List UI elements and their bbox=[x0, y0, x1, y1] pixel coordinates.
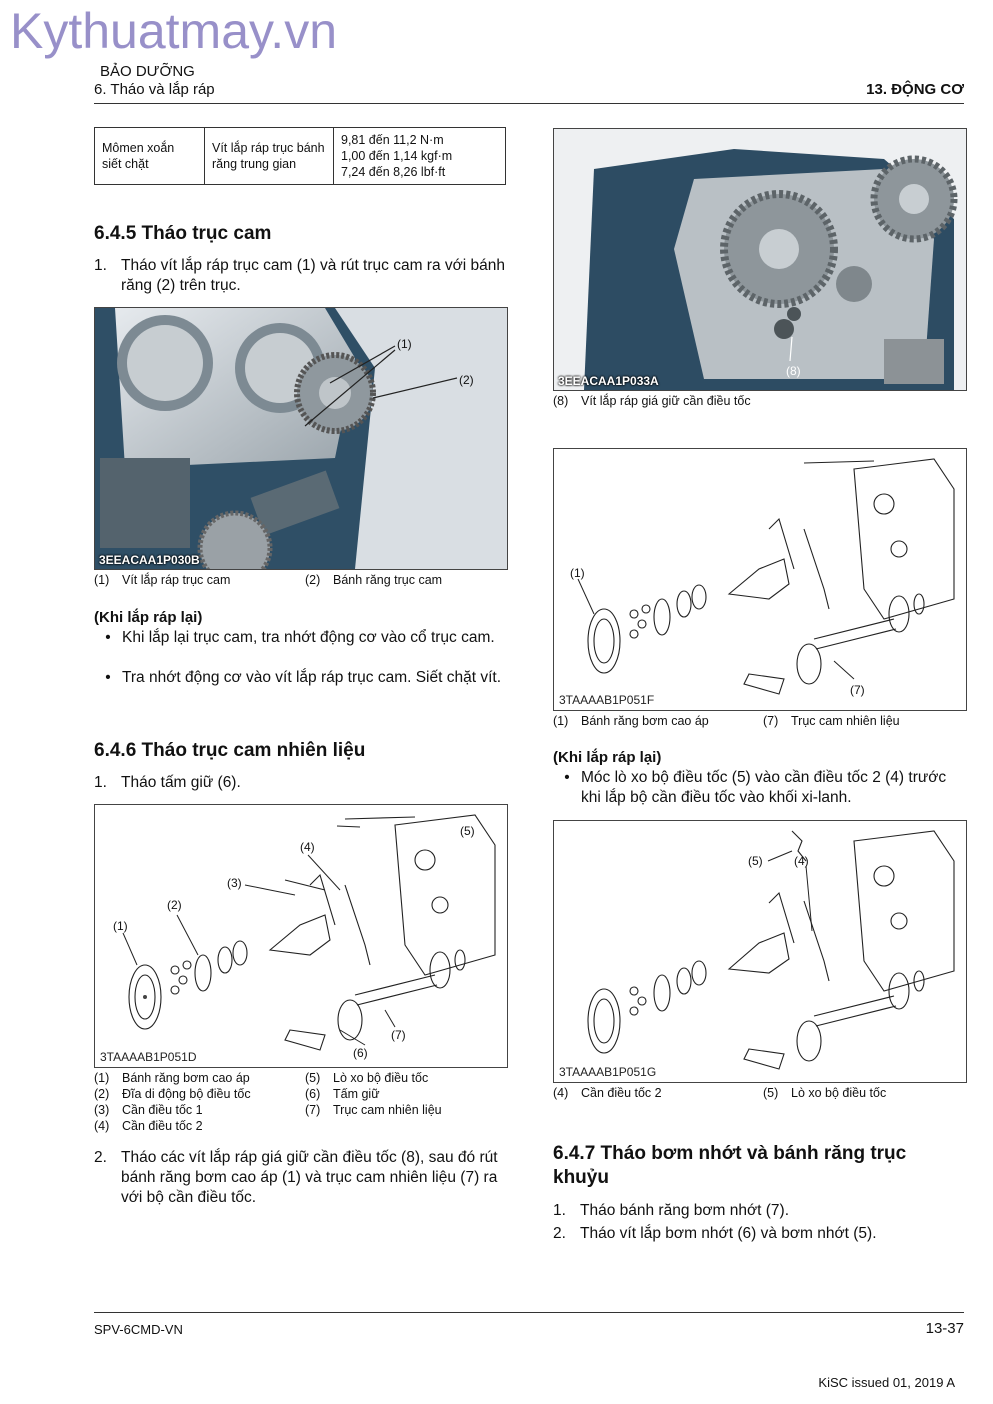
diagram-label: (1) bbox=[113, 919, 128, 933]
caption-item: (2) Đĩa di động bộ điều tốc bbox=[94, 1087, 251, 1101]
governor-diagram-g bbox=[553, 820, 967, 1083]
table-cell: Mômen xoắn siết chặt bbox=[95, 128, 205, 185]
photo-label: (2) bbox=[459, 373, 474, 387]
torque-table bbox=[94, 127, 506, 185]
section-title-646: 6.4.6 Tháo trục cam nhiên liệu bbox=[94, 740, 366, 761]
table-cell: Vít lắp ráp trục bánh răng trung gian bbox=[205, 128, 334, 185]
bullet-item bbox=[94, 628, 506, 648]
caption-item: (7) Trục cam nhiên liệu bbox=[763, 714, 900, 728]
diagram-label: (7) bbox=[391, 1028, 406, 1042]
governor-bracket-illustration bbox=[554, 129, 966, 390]
reassembly-title: (Khi lắp ráp lại) bbox=[94, 609, 203, 626]
torque-value-nm: 9,81 đến 11,2 N·m bbox=[341, 133, 444, 147]
camshaft-photo bbox=[94, 307, 508, 570]
camshaft-photo-illustration bbox=[95, 308, 507, 569]
governor-diagram-f bbox=[553, 448, 967, 711]
caption-item: (1) Bánh răng bơm cao áp bbox=[553, 714, 709, 728]
caption-item: (6) Tấm giữ bbox=[305, 1087, 380, 1101]
step-number: 2. bbox=[94, 1149, 107, 1166]
diagram-label: (5) bbox=[748, 854, 763, 868]
header-section: 6. Tháo và lắp ráp bbox=[94, 81, 215, 98]
footer-doc-code: SPV-6CMD-VN bbox=[94, 1322, 183, 1337]
step-item bbox=[553, 1201, 965, 1221]
figure-code: 3TAAAAB1P051F bbox=[559, 693, 655, 707]
diagram-label: (4) bbox=[300, 840, 315, 854]
caption-item: (8) Vít lắp ráp giá giữ cần điều tốc bbox=[553, 394, 751, 408]
caption-item: (1) Vít lắp ráp trục cam bbox=[94, 573, 231, 587]
torque-value-lbfft: 7,24 đến 8,26 lbf·ft bbox=[341, 165, 446, 179]
watermark-logo: Kythuatmay.vn bbox=[10, 3, 338, 59]
step-number: 1. bbox=[553, 1202, 566, 1219]
caption-item: (2) Bánh răng trục cam bbox=[305, 573, 443, 587]
step-item bbox=[94, 773, 506, 793]
step-text: Tháo vít lắp ráp trục cam (1) và rút trục cam ra với bánh răng (2) trên trục. bbox=[121, 257, 506, 294]
diagram-label: (1) bbox=[570, 566, 585, 580]
caption-item: (1) Bánh răng bơm cao áp bbox=[94, 1071, 250, 1085]
footer-rule bbox=[94, 1312, 964, 1313]
figure-code: 3EEACAA1P030B bbox=[99, 553, 200, 567]
table-row bbox=[95, 128, 506, 185]
caption-item: (4) Cần điều tốc 2 bbox=[553, 1086, 662, 1100]
bullet-item bbox=[553, 768, 965, 808]
step-text: Tháo các vít lắp ráp giá giữ cần điều tốc (8), sau đó rút bánh răng bơm cao áp (1) và trục cam nhiên liệu (7) ra với bộ cần điều tốc. bbox=[121, 1149, 498, 1206]
footer-issued: KiSC issued 01, 2019 A bbox=[818, 1375, 955, 1390]
step-item bbox=[94, 1148, 506, 1208]
bullet-mark: • bbox=[105, 629, 111, 646]
section-title-647: 6.4.7 Tháo bơm nhớt và bánh răng trục khuỷu bbox=[553, 1143, 907, 1188]
section-title-645: 6.4.5 Tháo trục cam bbox=[94, 223, 272, 244]
governor-exploded-drawing bbox=[95, 805, 507, 1067]
governor-exploded-drawing bbox=[554, 449, 966, 710]
caption-item: (4) Cần điều tốc 2 bbox=[94, 1119, 203, 1133]
diagram-label: (7) bbox=[850, 683, 865, 697]
bullet-mark: • bbox=[105, 669, 111, 686]
step-item bbox=[553, 1224, 965, 1244]
diagram-label: (4) bbox=[794, 854, 809, 868]
bullet-text: Móc lò xo bộ điều tốc (5) vào cần điều tốc 2 (4) trước khi lắp bộ cần điều tốc vào khối xi-lanh. bbox=[581, 769, 947, 806]
bullet-item bbox=[94, 668, 506, 688]
step-number: 2. bbox=[553, 1225, 566, 1242]
governor-diagram-d bbox=[94, 804, 508, 1068]
header-rule bbox=[94, 103, 964, 104]
bullet-mark: • bbox=[564, 769, 570, 786]
reassembly-title: (Khi lắp ráp lại) bbox=[553, 749, 662, 766]
step-text: Tháo bánh răng bơm nhớt (7). bbox=[580, 1202, 790, 1219]
page-number: 13-37 bbox=[925, 1320, 964, 1337]
diagram-label: (5) bbox=[460, 824, 475, 838]
caption-item: (7) Trục cam nhiên liệu bbox=[305, 1103, 442, 1117]
figure-code: 3EEACAA1P033A bbox=[558, 374, 659, 388]
diagram-label: (3) bbox=[227, 876, 242, 890]
header-chapter: BẢO DƯỠNG bbox=[100, 63, 195, 80]
figure-code: 3TAAAAB1P051G bbox=[559, 1065, 657, 1079]
step-text: Tháo tấm giữ (6). bbox=[121, 774, 241, 791]
caption-item: (3) Cần điều tốc 1 bbox=[94, 1103, 203, 1117]
bullet-text: Tra nhớt động cơ vào vít lắp ráp trục cam. Siết chặt vít. bbox=[122, 669, 502, 686]
step-item bbox=[94, 256, 506, 296]
step-text: Tháo vít lắp bơm nhớt (6) và bơm nhớt (5). bbox=[580, 1225, 877, 1242]
governor-bracket-photo bbox=[553, 128, 967, 391]
header-chapter-title: 13. ĐỘNG CƠ bbox=[866, 81, 964, 98]
bullet-text: Khi lắp lại trục cam, tra nhớt động cơ vào cổ trục cam. bbox=[122, 629, 495, 646]
figure-code: 3TAAAAB1P051D bbox=[100, 1050, 197, 1064]
photo-label: (1) bbox=[397, 337, 412, 351]
step-number: 1. bbox=[94, 257, 107, 274]
table-cell bbox=[334, 128, 506, 185]
diagram-label: (2) bbox=[167, 898, 182, 912]
step-number: 1. bbox=[94, 774, 107, 791]
governor-exploded-drawing bbox=[554, 821, 966, 1082]
diagram-label: (6) bbox=[353, 1046, 368, 1060]
photo-label: (8) bbox=[786, 364, 801, 378]
torque-value-kgfm: 1,00 đến 1,14 kgf·m bbox=[341, 149, 453, 163]
caption-item: (5) Lò xo bộ điều tốc bbox=[305, 1071, 429, 1085]
caption-item: (5) Lò xo bộ điều tốc bbox=[763, 1086, 887, 1100]
